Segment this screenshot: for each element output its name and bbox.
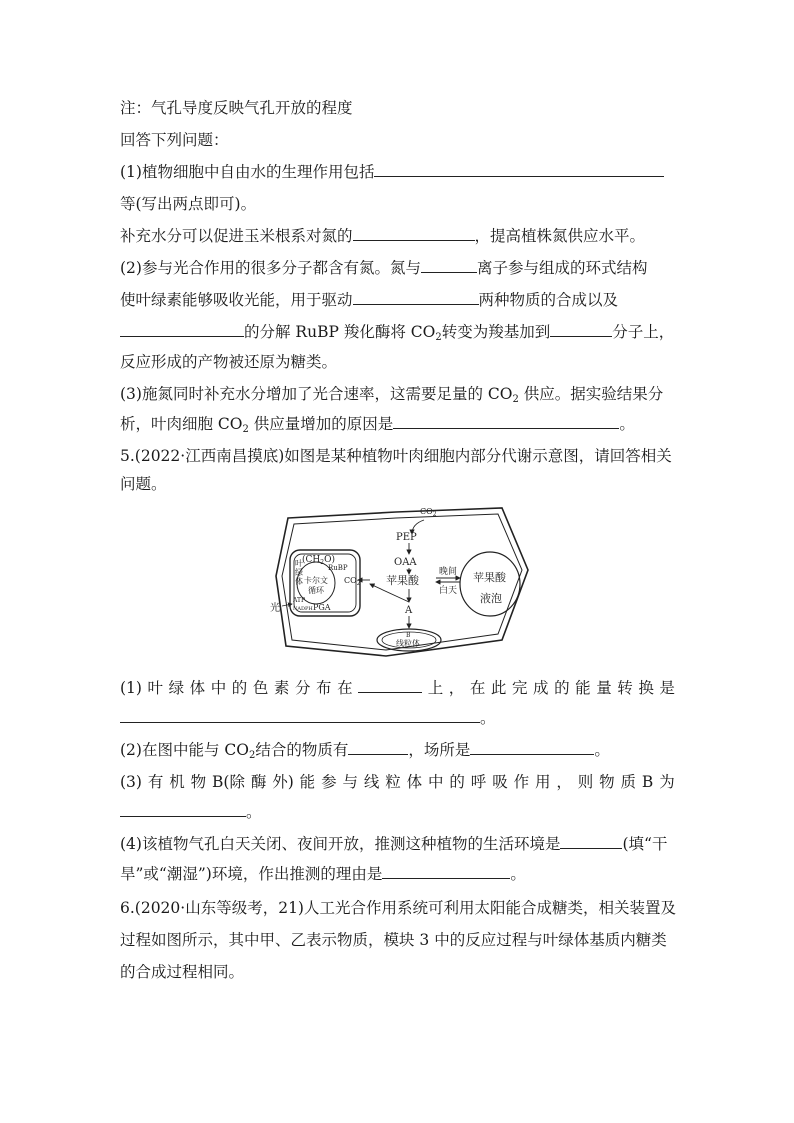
calvin-label-1: 卡尔文 — [304, 576, 328, 585]
answer-blank[interactable] — [560, 834, 622, 849]
co2-top-label: $CO_2$ — [420, 507, 437, 518]
atp-label: ATP — [293, 597, 306, 604]
day-label: 白天 — [439, 586, 458, 596]
b-label: B — [406, 632, 411, 639]
q4-part2-line3: 的分解 RuBP 羧化酶将 $CO_2$转变为羧基加到 分子上， — [120, 322, 674, 342]
chloroplast-label-2: 绿 — [295, 568, 303, 577]
vacuole-label: 液泡 — [480, 592, 502, 605]
pga-label: PGA — [313, 603, 331, 612]
mitochondrion-label: 线粒体 — [396, 639, 420, 648]
q4-part3-line2: 析，叶肉细胞 $CO_2$ 供应量增加的原因是 。 — [120, 415, 635, 435]
answer-blank[interactable] — [353, 226, 475, 241]
night-label: 晚间 — [439, 567, 458, 577]
q6-line1: 6.(2020·山东等级考，21)人工光合作用系统可利用太阳能合成糖类，相关装置及 — [120, 899, 676, 917]
chloroplast-label-1: 叶 — [295, 559, 303, 568]
q5-part2-line: (2)在图中能与 $CO_2$结合的物质有 ，场所是 。 — [120, 741, 610, 761]
answer-blank[interactable] — [120, 322, 244, 337]
q5-heading-line2: 问题。 — [120, 475, 167, 493]
pep-label: PEP — [396, 532, 417, 543]
intro-text: 回答下列问题： — [120, 131, 229, 149]
note-text: 注：气孔导度反映气孔开放的程度 — [120, 99, 353, 117]
answer-blank[interactable] — [358, 678, 422, 693]
q4-part1-line3: 补充水分可以促进玉米根系对氮的 ，提高植株氮供应水平。 — [120, 227, 646, 245]
ch2o-label: $(CH_2O)$ — [302, 555, 335, 566]
answer-blank[interactable] — [353, 290, 479, 305]
q5-part4-line2: 旱”或“潮湿”)环境，作出推测的理由是 。 — [120, 865, 526, 883]
q4-part2-line2: 使叶绿素能够吸收光能，用于驱动 两种物质的合成以及 — [120, 291, 619, 309]
q5-part3-line2: 。 — [120, 802, 262, 822]
answer-blank[interactable] — [470, 740, 594, 755]
q5-part1-line2: 。 — [120, 708, 496, 728]
q5-part4-line1: (4)该植物气孔白天关闭、夜间开放，推测这种植物的生活环境是 (填“干 — [120, 835, 668, 853]
leaf-cell-metabolism-diagram — [266, 498, 546, 664]
answer-blank[interactable] — [382, 864, 510, 879]
co2-left-label: $CO_2$ — [344, 576, 361, 587]
nadph-label: NADPH — [293, 606, 313, 612]
a-label: A — [405, 605, 413, 616]
light-label: 光 — [270, 603, 280, 614]
calvin-label-2: 循环 — [308, 586, 324, 595]
q5-part3-line1: (3) 有 机 物 B(除 酶 外) 能 参 与 线 粒 体 中 的 呼 吸 作 用 ， 则 物 质 B 为 — [120, 773, 675, 791]
answer-blank[interactable] — [374, 162, 664, 177]
q4-part3-line1: (3)施氮同时补充水分增加了光合速率，这需要足量的 $CO_2$ 供应。据实验结果分 — [120, 385, 664, 405]
answer-blank[interactable] — [550, 322, 612, 337]
rubp-label: RuBP — [328, 564, 348, 572]
answer-blank[interactable] — [120, 802, 246, 817]
q5-part1-line1: (1) 叶 绿 体 中 的 色 素 分 布 在 上 ， 在 此 完 成 的 能 量 转 换 是 — [120, 679, 675, 697]
vacuole — [460, 552, 520, 616]
oaa-label: OAA — [394, 557, 417, 568]
q4-part2-line1: (2)参与光合作用的很多分子都含有氮。氮与 离子参与组成的环式结构 — [120, 259, 648, 277]
q4-part1-line2: 等(写出两点即可)。 — [120, 195, 257, 213]
chloroplast-label-3: 体 — [295, 577, 303, 586]
q5-heading-line1: 5.(2022·江西南昌摸底)如图是某种植物叶肉细胞内部分代谢示意图，请回答相关 — [120, 447, 672, 465]
malate-vacuole-label: 苹果酸 — [473, 571, 506, 584]
answer-blank[interactable] — [120, 708, 480, 723]
answer-blank[interactable] — [348, 740, 408, 755]
answer-blank[interactable] — [421, 258, 477, 273]
q6-line2: 过程如图所示，其中甲、乙表示物质，模块 3 中的反应过程与叶绿体基质内糖类 — [120, 931, 667, 949]
answer-blank[interactable] — [393, 414, 619, 429]
q6-line3: 的合成过程相同。 — [120, 963, 245, 981]
q4-part1-line1: (1)植物细胞中自由水的生理作用包括 — [120, 162, 664, 182]
q4-part2-line4: 反应形成的产物被还原为糖类。 — [120, 353, 338, 371]
malate-center-label: 苹果酸 — [386, 574, 419, 587]
